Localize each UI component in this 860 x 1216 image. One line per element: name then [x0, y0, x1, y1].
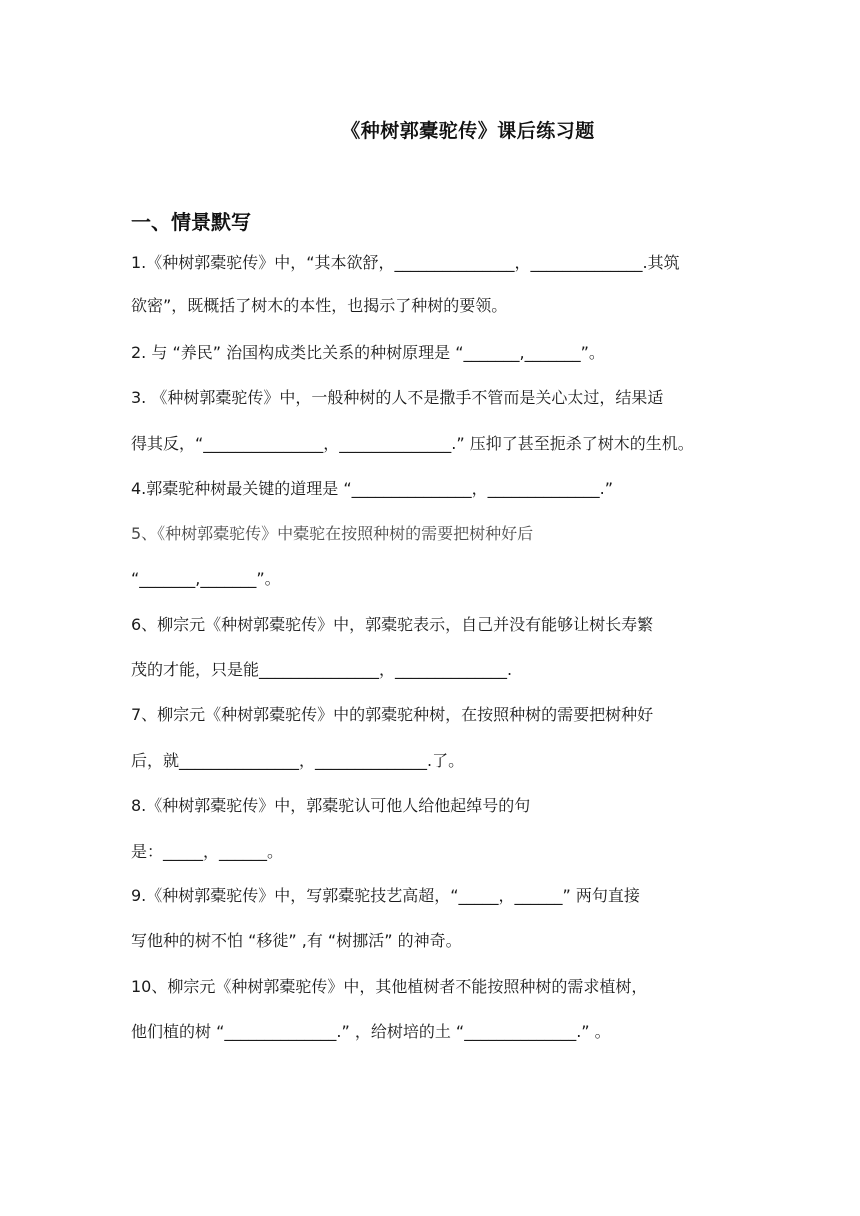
question-6-line-2: 茂的才能，只是能_______________，______________. [131, 660, 513, 679]
question-3-line-2: 得其反，“_______________，______________.” 压抑了甚至扼杀了树木的生机。 [131, 434, 694, 453]
question-9-line-1: 9.《种树郭橐驼传》中，写郭橐驼技艺高超，“_____，______” 两句直接 [131, 886, 640, 905]
section-heading: 一、情景默写 [131, 210, 251, 234]
question-9-line-2: 写他种的树不怕 “移徙” ,有 “树挪活” 的神奇。 [131, 931, 462, 950]
question-10-line-1: 10、柳宗元《种树郭橐驼传》中，其他植树者不能按照种树的需求植树， [131, 977, 648, 996]
question-6-line-1: 6、柳宗元《种树郭橐驼传》中，郭橐驼表示，自己并没有能够让树长寿繁 [131, 615, 654, 634]
question-1-line-1: 1.《种树郭橐驼传》中，“其本欲舒，_______________，______________.其筑 [131, 253, 680, 272]
question-5-line-1: 5、《种树郭橐驼传》中橐驼在按照种树的需要把树种好后 [131, 524, 534, 543]
question-4-line-1: 4.郭橐驼种树最关键的道理是 “_______________，______________.” [131, 479, 614, 498]
document-title: 《种树郭橐驼传》课后练习题 [341, 120, 595, 142]
question-7-line-1: 7、柳宗元《种树郭橐驼传》中的郭橐驼种树，在按照种树的需要把树种好 [131, 705, 654, 724]
question-7-line-2: 后，就_______________，______________.了。 [131, 751, 465, 770]
question-3-line-1: 3. 《种树郭橐驼传》中，一般种树的人不是撒手不管而是关心太过，结果适 [131, 388, 664, 407]
question-2-line-1: 2. 与 “养民” 治国构成类比关系的种树原理是 “_______,_______”。 [131, 343, 605, 362]
question-8-line-1: 8.《种树郭橐驼传》中，郭橐驼认可他人给他起绰号的句 [131, 796, 531, 815]
question-5-line-2: “_______,_______”。 [131, 569, 281, 588]
question-8-line-2: 是：_____，______。 [131, 842, 284, 861]
question-1-line-2: 欲密”，既概括了树木的本性，也揭示了种树的要领。 [131, 296, 508, 315]
question-10-line-2: 他们植的树 “______________.” ，给树培的土 “______________.” 。 [131, 1022, 611, 1041]
